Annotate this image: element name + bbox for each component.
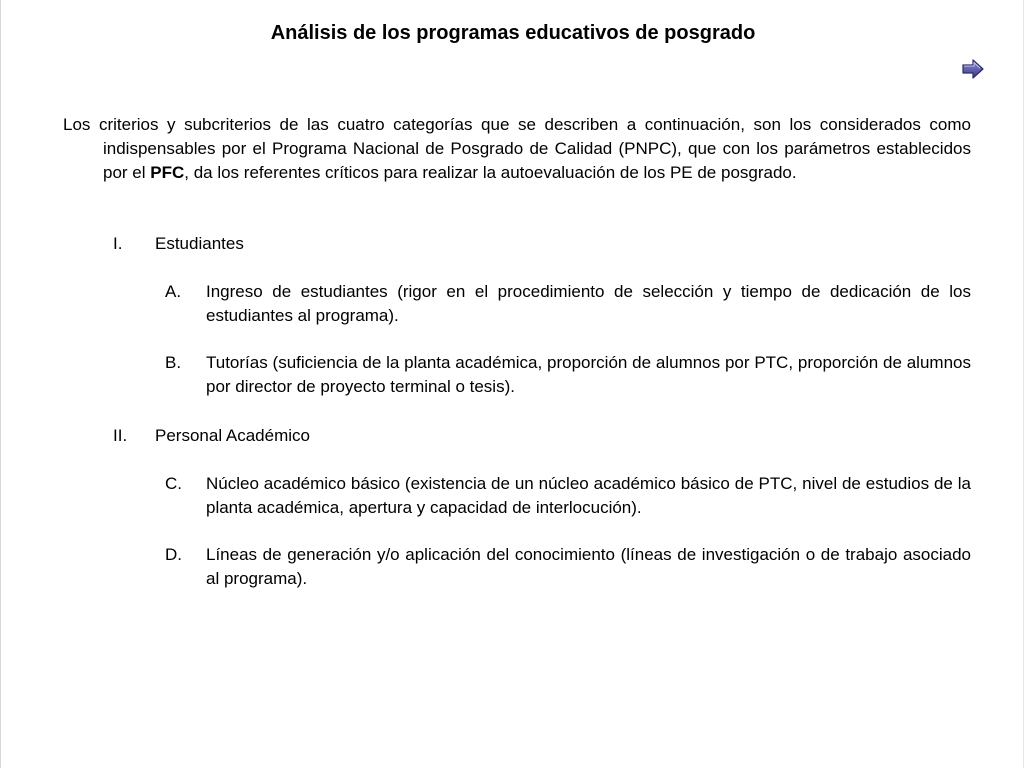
intro-text-part1: Los criterios y subcriterios de las cuatro categorías que se describen a continuación, son los considerados como indispensables por el Programa Nacional de Posgrado de Calidad (PNPC), que con los parámetros establecidos por el xyxy=(63,115,971,182)
criterion-text: Núcleo académico básico (existencia de un núcleo académico básico de PTC, nivel de estudios de la planta académica, apertura y capacidad de interlocución). xyxy=(206,474,971,517)
criterion-letter: A. xyxy=(165,282,182,301)
intro-text-part2: , da los referentes críticos para realizar la autoevaluación de los PE de posgrado. xyxy=(184,163,797,182)
criterion-letter: B. xyxy=(165,353,182,372)
criterion-letter: C. xyxy=(165,474,182,493)
criterion-text: Ingreso de estudiantes (rigor en el procedimiento de selección y tiempo de dedicación de los estudiantes al programa). xyxy=(206,282,971,325)
intro-bold-acronym: PFC xyxy=(150,163,185,182)
section-label: Estudiantes xyxy=(155,234,244,253)
section-number: I. xyxy=(113,234,123,253)
slide-title: Análisis de los programas educativos de posgrado xyxy=(270,22,756,44)
criterion-item xyxy=(165,280,971,328)
criterion-item xyxy=(165,543,971,591)
section-number: II. xyxy=(113,426,128,445)
criterion-item xyxy=(165,472,971,520)
criterion-text: Tutorías (suficiencia de la planta académica, proporción de alumnos por PTC, proporción de alumnos por director de proyecto terminal o tesis). xyxy=(206,353,971,396)
criterion-text: Líneas de generación y/o aplicación del conocimiento (líneas de investigación o de trabajo asociado al programa). xyxy=(206,545,971,588)
criterion-item xyxy=(165,351,971,399)
arrow-right-icon[interactable] xyxy=(961,58,985,80)
criterion-letter: D. xyxy=(165,545,182,564)
section-label: Personal Académico xyxy=(155,426,310,445)
intro-paragraph xyxy=(63,113,971,185)
